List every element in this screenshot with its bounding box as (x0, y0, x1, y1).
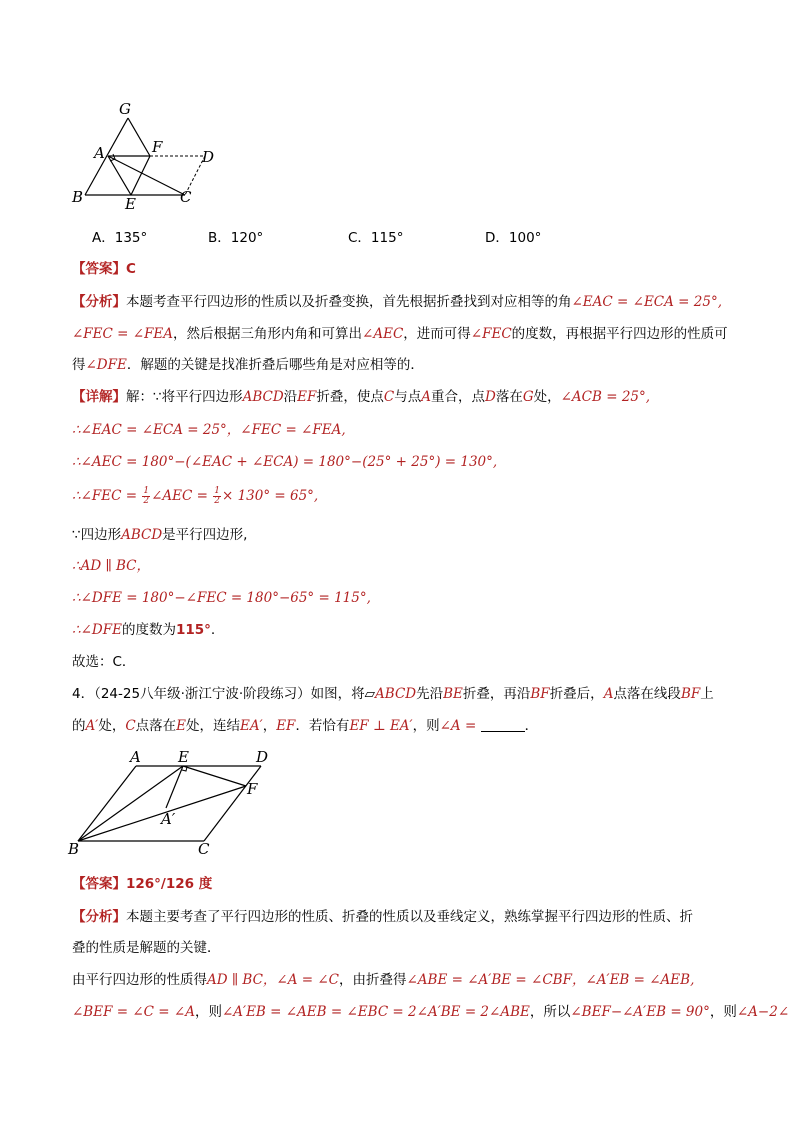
analysis-tag: 【分析】 (72, 294, 126, 310)
detail-text: 的度数为 (121, 622, 176, 638)
stem-text: 点落在 (135, 718, 177, 734)
detail-text: 落在 (495, 389, 523, 405)
label-b: B (68, 840, 80, 858)
label-d: D (256, 748, 269, 766)
q3-detail-line-8 (72, 620, 732, 640)
option-b: B．120° (208, 230, 264, 246)
detail-math: ∴∠EAC = ∠ECA = 25°，∠FEC = ∠FEA, (72, 422, 346, 438)
label-a-prime: A′ (161, 810, 176, 828)
q3-detail-line-2 (72, 420, 732, 440)
q4-answer-line (72, 874, 732, 894)
stem-math: A (603, 686, 614, 702)
label-c: C (180, 188, 192, 206)
analysis-text: ，则 (709, 1004, 737, 1020)
stem-text: 折叠，再沿 (462, 686, 531, 702)
analysis-math: AD ∥ BC，∠A = ∠C (207, 972, 339, 988)
stem-math: EA′ (240, 718, 263, 734)
analysis-math: ∠BEF−∠A′EB = 90° (570, 1004, 710, 1020)
stem-text: ，则 (412, 718, 440, 734)
analysis-text: 叠的性质是解题的关键． (72, 940, 221, 956)
q3-analysis-line-3 (72, 355, 732, 375)
line-dc (204, 766, 261, 841)
label-f: F (152, 138, 163, 156)
detail-text: 折叠，使点 (316, 389, 384, 405)
analysis-math: ∠FEC (470, 326, 512, 342)
stem-math: BF (530, 686, 550, 702)
detail-math: ∠ACB = 25°, (560, 389, 651, 405)
line-gf (128, 118, 150, 156)
analysis-math: ∠FEC = ∠FEA (72, 326, 174, 342)
detail-text: 是平行四边形, (162, 527, 248, 543)
fraction-numerator: 1 (143, 485, 150, 496)
analysis-text: 由平行四边形的性质得 (72, 972, 207, 988)
analysis-math: ∠DFE (85, 357, 127, 373)
detail-text: 解：∵将平行四边形 (126, 389, 243, 405)
stem-math: EF ⊥ EA′ (349, 718, 413, 734)
analysis-math: ∠BEF = ∠C = ∠A (72, 1004, 195, 1020)
stem-math: EF (276, 718, 296, 734)
label-a: A (94, 144, 105, 162)
stem-text: 点落在线段 (613, 686, 681, 702)
stem-text: 先沿 (416, 686, 444, 702)
q3-analysis-line-2 (72, 324, 732, 344)
analysis-text: ，由折叠得 (339, 972, 407, 988)
stem-text: ． (524, 718, 539, 734)
detail-text: 处， (533, 389, 561, 405)
analysis-text: ，进而可得 (403, 326, 471, 342)
q3-detail-line-4 (72, 486, 732, 506)
label-c: C (198, 840, 210, 858)
fraction-numerator: 1 (214, 485, 220, 496)
answer-value: 126°/126 度 (126, 876, 213, 892)
analysis-text: ，则 (194, 1004, 222, 1020)
q3-detail-line-5 (72, 525, 732, 545)
q4-analysis-line-3 (72, 970, 732, 990)
label-f: F (247, 780, 258, 798)
q3-detail-line-1 (72, 387, 732, 407)
fraction-denominator: 2 (143, 495, 150, 506)
geometry-figure-1 (68, 98, 228, 213)
stem-text: 处，连结 (186, 718, 241, 734)
label-g: G (119, 100, 131, 118)
figure-2-svg (66, 746, 286, 861)
figure-1-svg (68, 98, 228, 213)
q4-stem-line-2 (72, 716, 732, 736)
detail-math: ∴AD ∥ BC， (72, 558, 150, 574)
stem-math: E (176, 718, 187, 734)
answer-blank[interactable] (481, 717, 525, 732)
detail-text: 沿 (283, 389, 298, 405)
detail-math: EF (297, 389, 317, 405)
option-d: D．100° (485, 230, 542, 246)
line-ab (78, 766, 136, 841)
label-a: A (130, 748, 141, 766)
analysis-text: ，然后根据三角形内角和可算出 (173, 326, 363, 342)
detail-math: D (485, 389, 496, 405)
analysis-math: ∠EAC = ∠ECA = 25°, (571, 294, 722, 310)
detail-text: ∵四边形 (72, 527, 122, 543)
q3-answer-line (72, 259, 732, 279)
line-ef (183, 766, 246, 786)
fraction-one-half (213, 487, 221, 506)
stem-text: 的 (72, 718, 86, 734)
label-e: E (178, 748, 189, 766)
detail-math: ∴ (72, 622, 81, 638)
detail-math: C (383, 389, 395, 405)
option-a: A．135° (92, 230, 148, 246)
analysis-tag: 【分析】 (72, 909, 126, 925)
option-c: C．115° (348, 230, 404, 246)
stem-text: 处， (98, 718, 126, 734)
fraction-denominator: 2 (214, 495, 220, 506)
detail-math: G (522, 389, 534, 405)
stem-text: 4．（24-25八年级·浙江宁波·阶段练习）如图，将▱ (72, 686, 376, 702)
stem-math: C (125, 718, 136, 734)
q3-detail-line-7 (72, 588, 732, 608)
stem-math: ABCD (375, 686, 417, 702)
analysis-text: 的度数，再根据平行四边形的性质可 (511, 326, 728, 342)
stem-text: 折叠后， (549, 686, 604, 702)
choose-text: 故选：C． (72, 654, 136, 670)
analysis-math: ∠A′EB = ∠AEB = ∠EBC = 2∠A′BE = 2∠ABE (221, 1004, 530, 1020)
answer-value: C (126, 261, 136, 277)
stem-text: 上 (700, 686, 714, 702)
q4-analysis-line-1 (72, 907, 732, 927)
stem-text: ．若恰有 (295, 718, 350, 734)
detail-result: 115° (175, 622, 211, 638)
analysis-math: ∠A−2∠ (736, 1004, 790, 1020)
analysis-text: 本题主要考查了平行四边形的性质、折叠的性质以及垂线定义，熟练掌握平行四边形的性质、折 (126, 909, 693, 925)
label-b: B (72, 188, 84, 206)
detail-math: ∠DFE (80, 622, 122, 638)
detail-math: ∠AEC = (151, 488, 208, 504)
stem-math: A′ (85, 718, 99, 734)
fraction-one-half (142, 487, 150, 506)
detail-math: × 130° = 65°, (221, 488, 319, 504)
q3-detail-line-6 (72, 556, 732, 576)
geometry-figure-2 (66, 746, 286, 861)
q3-choose-line (72, 652, 732, 672)
analysis-math: ∠AEC (362, 326, 404, 342)
stem-text: ， (262, 718, 277, 734)
q4-analysis-line-2 (72, 938, 732, 958)
label-d: D (202, 148, 215, 166)
answer-tag: 【答案】 (72, 876, 126, 892)
detail-math: ABCD (121, 527, 163, 543)
detail-text: . (210, 622, 216, 638)
analysis-text: 得 (72, 357, 86, 373)
label-e: E (125, 195, 136, 213)
analysis-text: 本题考查平行四边形的性质以及折叠变换，首先根据折叠找到对应相等的角 (126, 294, 572, 310)
answer-tag: 【答案】 (72, 261, 126, 277)
detail-math: ABCD (242, 389, 284, 405)
detail-tag: 【详解】 (72, 389, 126, 405)
analysis-text: ．解题的关键是找准折叠后哪些角是对应相等的． (126, 357, 424, 373)
analysis-text: ，所以 (529, 1004, 571, 1020)
analysis-math: ∠ABE = ∠A′BE = ∠CBF，∠A′EB = ∠AEB, (406, 972, 695, 988)
detail-text: 与点 (394, 389, 422, 405)
stem-math: ∠A = (439, 718, 477, 734)
q4-stem-line-1 (72, 684, 732, 704)
detail-math: ∴∠DFE = 180°−∠FEC = 180°−65° = 115°, (72, 590, 371, 606)
q3-detail-line-3 (72, 452, 732, 472)
detail-math: A (421, 389, 431, 405)
q4-analysis-line-4 (72, 1002, 790, 1022)
stem-math: BF (680, 686, 701, 702)
stem-math: BE (443, 686, 463, 702)
detail-math: ∴∠AEC = 180°−(∠EAC + ∠ECA) = 180°−(25° + 25°) = 130°, (72, 454, 498, 470)
detail-text: 重合，点 (431, 389, 485, 405)
q3-analysis-line-1 (72, 292, 732, 312)
detail-math: ∴∠FEC = (72, 488, 138, 504)
